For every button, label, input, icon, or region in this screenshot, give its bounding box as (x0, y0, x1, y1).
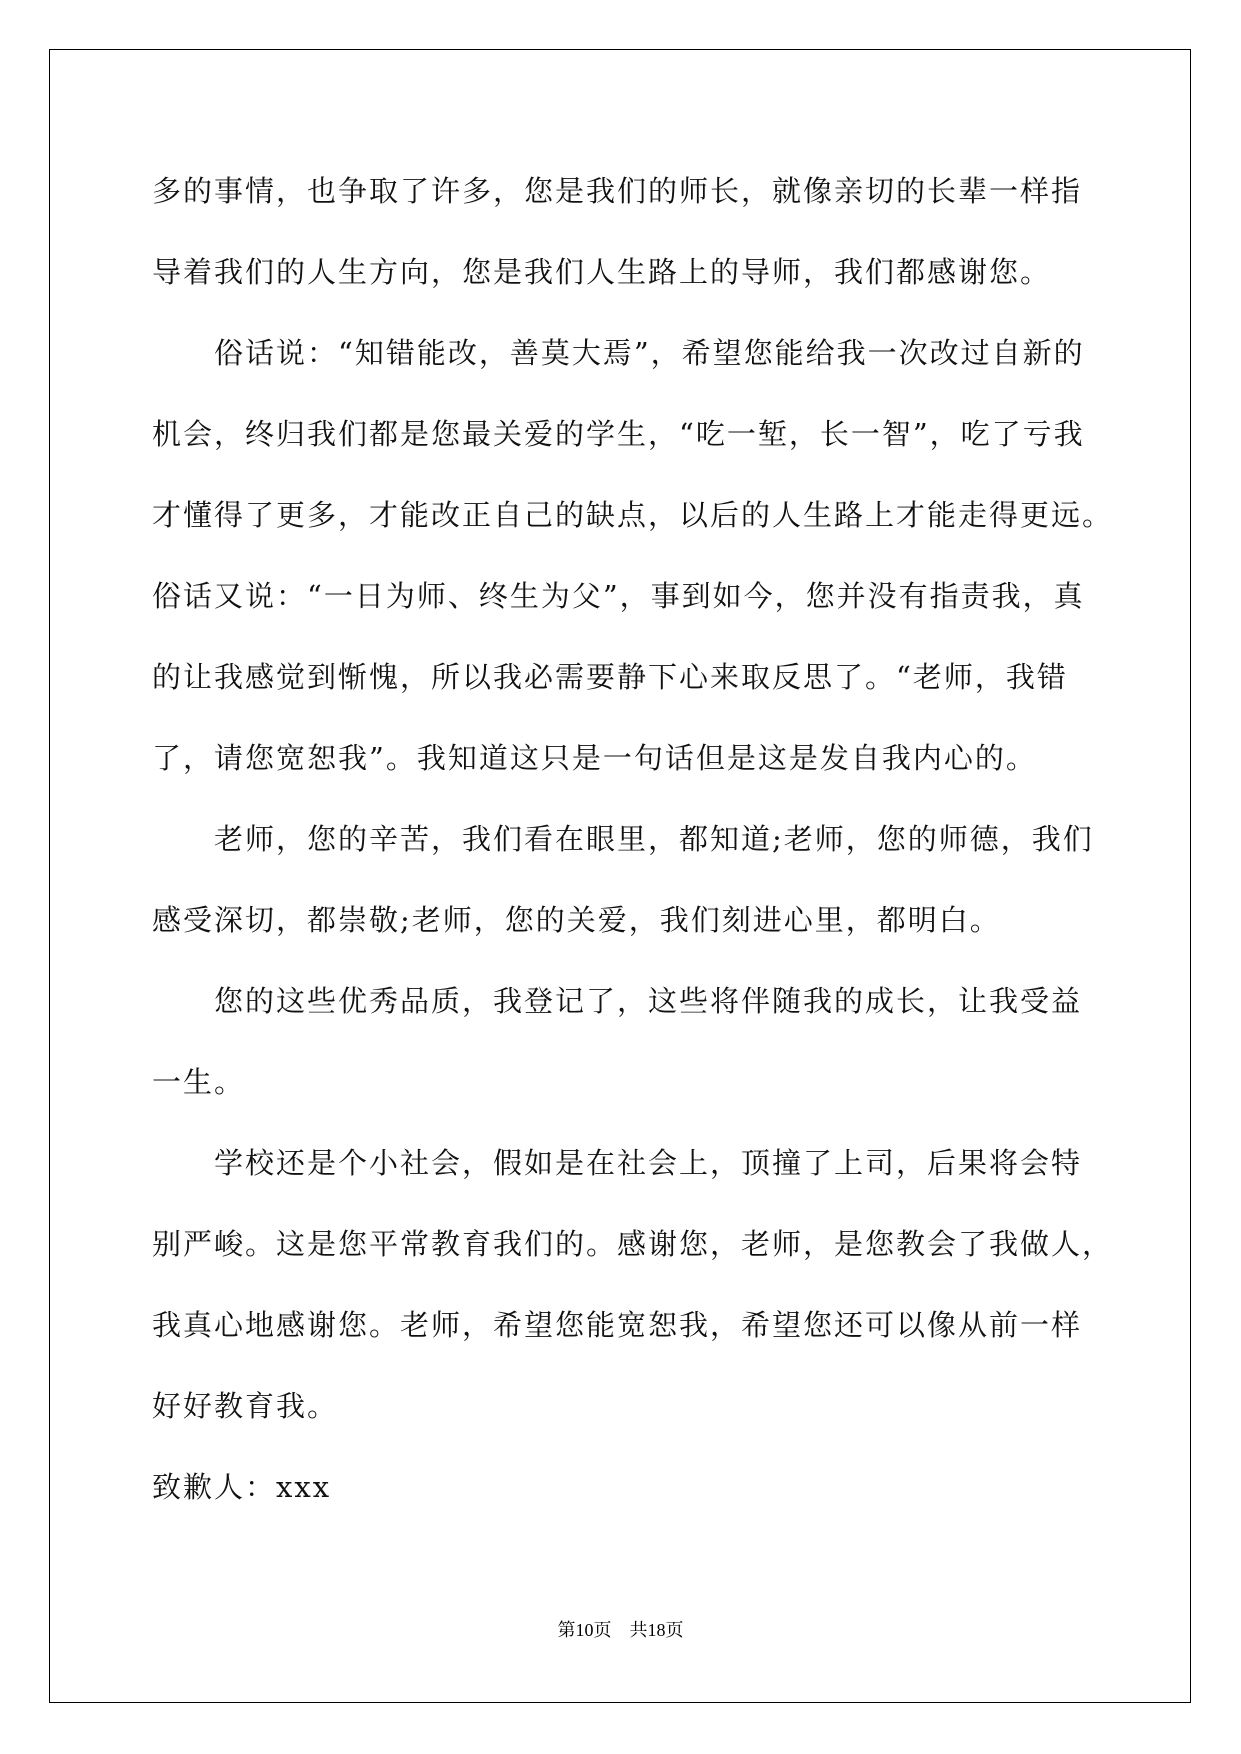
text-line: 一生。 (152, 1065, 246, 1099)
text-line: 俗话又说：“一日为师、终生为父”，事到如今，您并没有指责我，真 (152, 579, 1085, 613)
text-line: 我真心地感谢您。老师，希望您能宽恕我，希望您还可以像从前一样 (152, 1308, 1083, 1342)
text-line: 别严峻。这是您平常教育我们的。感谢您，老师，是您教会了我做人， (152, 1227, 1114, 1261)
page-number-footer: 第10页 共18页 (557, 1620, 684, 1640)
text-line: 才懂得了更多，才能改正自己的缺点，以后的人生路上才能走得更远。 (152, 498, 1114, 532)
text-line: 感受深切，都崇敬;老师，您的关爱，我们刻进心里，都明白。 (152, 903, 1001, 937)
text-line: 学校还是个小社会，假如是在社会上，顶撞了上司，后果将会特 (152, 1146, 1083, 1180)
text-line: 的让我感觉到惭愧，所以我必需要静下心来取反思了。“老师，我错 (152, 660, 1068, 694)
text-line: 老师，您的辛苦，我们看在眼里，都知道;老师，您的师德，我们 (152, 822, 1094, 856)
text-line: 俗话说：“知错能改，善莫大焉”，希望您能给我一次改过自新的 (152, 336, 1085, 370)
text-line: 机会，终归我们都是您最关爱的学生，“吃一堑，长一智”，吃了亏我 (152, 417, 1085, 451)
text-line: 您的这些优秀品质，我登记了，这些将伴随我的成长，让我受益 (152, 984, 1083, 1018)
text-line: 好好教育我。 (152, 1389, 339, 1423)
text-line: 了，请您宽恕我”。我知道这只是一句话但是这是发自我内心的。 (152, 741, 1037, 775)
text-line: 导着我们的人生方向，您是我们人生路上的导师，我们都感谢您。 (152, 255, 1052, 289)
document-body (152, 158, 1114, 1535)
text-line: 多的事情，也争取了许多，您是我们的师长，就像亲切的长辈一样指 (152, 174, 1083, 208)
signature-line: 致歉人：xxx (152, 1470, 332, 1504)
